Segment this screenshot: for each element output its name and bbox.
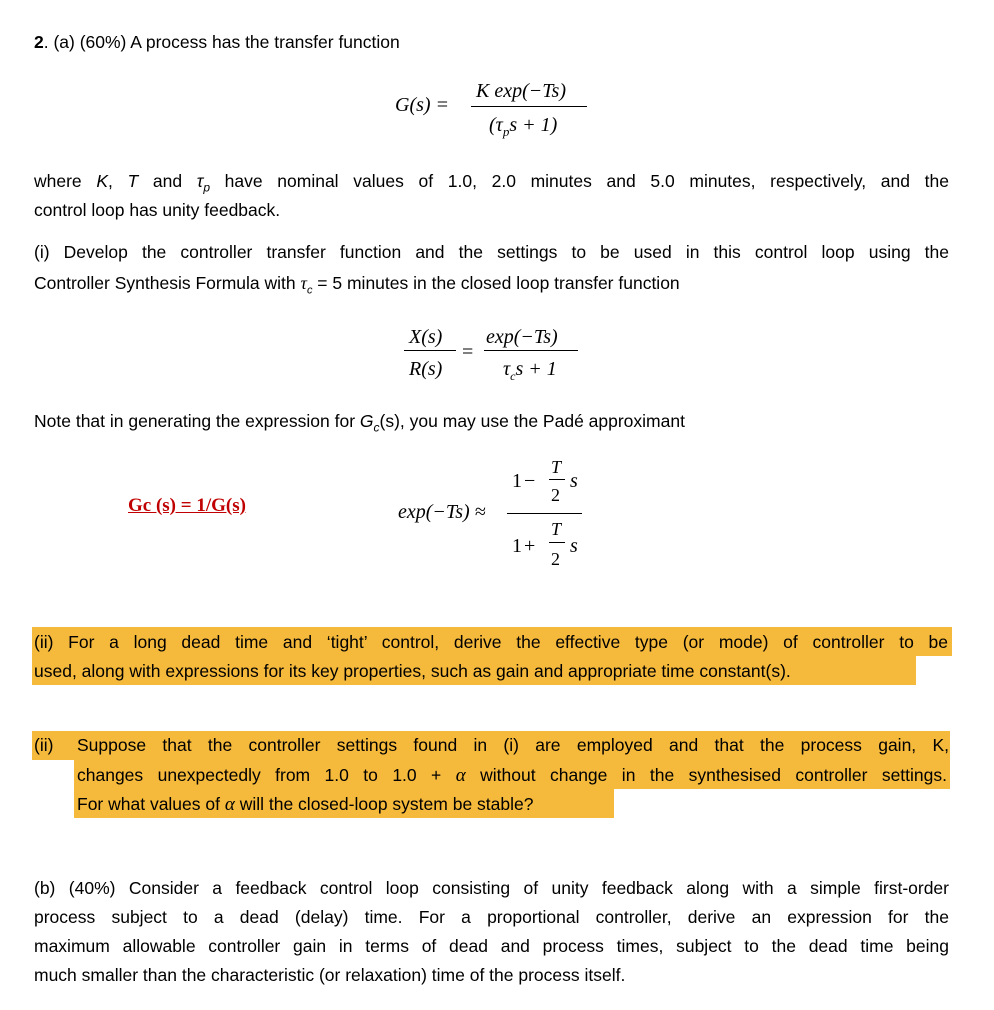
eq1-lhs: G(s) = [395,94,450,116]
part-ii-b-label: (ii) [34,735,54,755]
where-line-1: where K, T and $\tau_p$ have nominal values of 1.0, 2.0 minutes and 5.0 minutes, respectively, and the [34,171,949,195]
part-a-intro: . (a) (60%) A process has the transfer function [43,32,400,52]
pade-num-T: T [551,457,562,477]
eq2-num-left: X(s) [409,326,443,348]
part-b-line-4: much smaller than the characteristic (or relaxation) time of the process itself. [34,965,626,985]
eq2-num-right: exp(−Ts) [486,326,558,348]
eq1-numerator: K exp(−Ts) [476,80,566,102]
note-line: Note that in generating the expression for $G_c(s)$, you may use the Padé approximant [34,411,685,435]
part-ii-b-line-3: For what values of α will the closed-loop system be stable? [77,794,534,815]
part-ii-a-line-2: used, along with expressions for its key properties, such as gain and appropriate time constant(s). [34,661,791,681]
pade-num-inner-bar [549,479,565,480]
part-b-line-3: maximum allowable controller gain in terms of dead and process times, subject to the dead time being [34,936,949,956]
eq2-den-right: $\tau_cs + 1$ [503,358,557,383]
pade-den-s: s [570,535,578,557]
eq2-bar-right [484,350,578,351]
question-number: 2 [34,32,44,52]
part-ii-b-line-1: Suppose that the controller settings found in (i) are employed and that the process gain, K, [77,735,949,755]
part-b-line-1: (b) (40%) Consider a feedback control loop consisting of unity feedback along with a simple first-order [34,878,949,898]
where-line-2: control loop has unity feedback. [34,200,281,220]
pade-den-two: 2 [551,549,560,569]
eq2-den-left: R(s) [409,358,443,380]
part-b-line-2: process subject to a dead (delay) time. For a proportional controller, derive an expression for the [34,907,949,927]
eq1-denominator: $(\tau_ps + 1)$ [489,114,558,139]
handwritten-annotation: Gc (s) = 1/G(s) [128,495,246,516]
pade-num-two: 2 [551,485,560,505]
part-i-line-1: (i) Develop the controller transfer function and the settings to be used in this control loop using the [34,242,949,262]
pade-den-inner-bar [549,542,565,543]
part-i-line-2: Controller Synthesis Formula with $\tau_c = 5$ minutes in the closed loop transfer function [34,273,680,297]
pade-den-T: T [551,519,562,539]
eq2-equals: = [462,341,474,363]
question-heading [34,31,400,53]
pade-lhs: exp(−Ts) ≈ [398,501,486,523]
pade-num-s: s [570,470,578,492]
eq2-bar-left [404,350,456,351]
pade-den-one: 1 [512,535,522,557]
eq1-fraction-bar [471,106,587,107]
part-ii-b-line-2: changes unexpectedly from 1.0 to 1.0 + α without change in the synthesised controller settings. [77,765,947,786]
pade-den-plus: + [524,535,536,557]
pade-num-one: 1 [512,470,522,492]
part-ii-a-line-1: (ii) For a long dead time and ‘tight’ control, derive the effective type (or mode) of controller to be [34,632,948,652]
pade-num-minus: − [524,470,536,492]
pade-main-bar [507,513,582,514]
